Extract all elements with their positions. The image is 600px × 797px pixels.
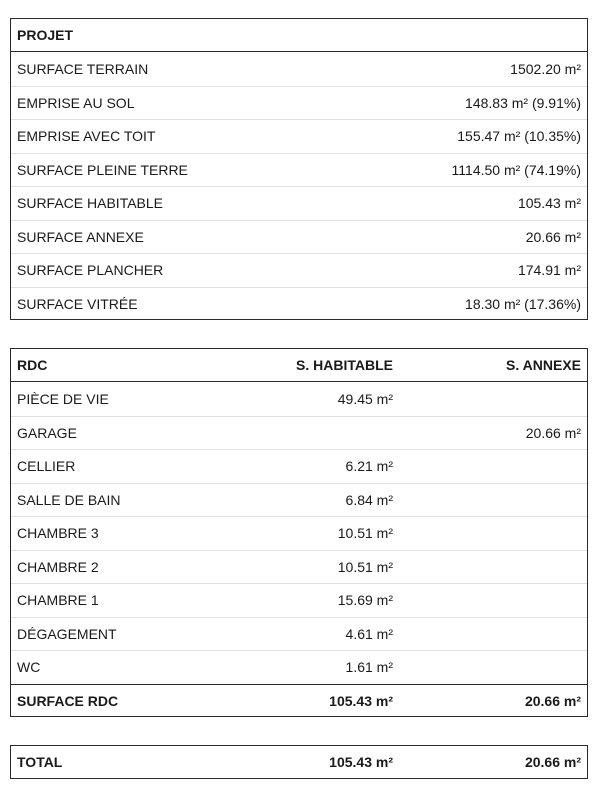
row-label: SURFACE TERRAIN: [17, 60, 149, 77]
table-row: [11, 550, 587, 584]
row-label: EMPRISE AVEC TOIT: [17, 128, 156, 145]
table-row: [11, 119, 587, 153]
room-name: SALLE DE BAIN: [17, 491, 121, 508]
rdc-footer-annexe: 20.66 m²: [524, 692, 581, 709]
table-row: [11, 416, 587, 450]
row-label: EMPRISE AU SOL: [17, 94, 135, 111]
room-name: WC: [17, 659, 41, 676]
total-table: [10, 745, 588, 779]
table-row: [11, 52, 587, 86]
rdc-header-habitable: S. HABITABLE: [296, 357, 393, 373]
room-name: GARAGE: [17, 424, 77, 441]
room-habitable: 6.21 m²: [345, 458, 393, 475]
room-name: CELLIER: [17, 458, 76, 475]
room-habitable: 1.61 m²: [345, 659, 393, 676]
room-habitable: 49.45 m²: [337, 390, 393, 407]
rdc-footer-habitable: 105.43 m²: [329, 692, 393, 709]
rdc-header-annexe: S. ANNEXE: [506, 357, 581, 373]
row-value: 18.30 m² (17.36%): [465, 295, 581, 312]
table-row: [11, 220, 587, 254]
room-annexe: 20.66 m²: [525, 424, 581, 441]
row-value: 105.43 m²: [517, 195, 581, 212]
total-annexe: 20.66 m²: [524, 754, 581, 770]
row-label: SURFACE PLANCHER: [17, 262, 164, 279]
rdc-footer-name: SURFACE RDC: [17, 692, 119, 709]
projet-table: [10, 18, 588, 320]
rdc-header-row: [11, 349, 587, 382]
rdc-table: [10, 348, 588, 717]
table-row: [11, 449, 587, 483]
rdc-header-name: RDC: [17, 357, 48, 373]
row-label: SURFACE HABITABLE: [17, 195, 164, 212]
room-habitable: 10.51 m²: [337, 558, 393, 575]
room-habitable: 10.51 m²: [337, 525, 393, 542]
room-habitable: 15.69 m²: [337, 592, 393, 609]
table-row: [11, 253, 587, 287]
row-value: 1114.50 m² (74.19%): [451, 161, 581, 178]
total-row: [11, 746, 587, 778]
total-name: TOTAL: [17, 754, 63, 770]
room-name: CHAMBRE 3: [17, 525, 99, 542]
row-value: 148.83 m² (9.91%): [465, 94, 581, 111]
room-name: CHAMBRE 2: [17, 558, 99, 575]
table-row: [11, 186, 587, 220]
row-value: 174.91 m²: [517, 262, 581, 279]
row-label: SURFACE ANNEXE: [17, 228, 144, 245]
room-habitable: 4.61 m²: [345, 625, 393, 642]
row-value: 20.66 m²: [525, 228, 581, 245]
row-label: SURFACE VITRÉE: [17, 295, 138, 312]
table-row: [11, 483, 587, 517]
table-row: [11, 382, 587, 416]
table-row: [11, 617, 587, 651]
rdc-footer-row: [11, 684, 587, 718]
room-name: PIÈCE DE VIE: [17, 390, 109, 407]
row-value: 1502.20 m²: [510, 60, 581, 77]
row-value: 155.47 m² (10.35%): [457, 128, 581, 145]
table-row: [11, 650, 587, 684]
room-habitable: 6.84 m²: [345, 491, 393, 508]
table-row: [11, 153, 587, 187]
table-row: [11, 516, 587, 550]
row-label: SURFACE PLEINE TERRE: [17, 161, 188, 178]
room-name: DÉGAGEMENT: [17, 625, 117, 642]
table-row: [11, 287, 587, 321]
table-row: [11, 86, 587, 120]
projet-header: PROJET: [17, 27, 74, 43]
projet-header-row: [11, 19, 587, 52]
room-name: CHAMBRE 1: [17, 592, 99, 609]
table-row: [11, 583, 587, 617]
total-habitable: 105.43 m²: [329, 754, 393, 770]
